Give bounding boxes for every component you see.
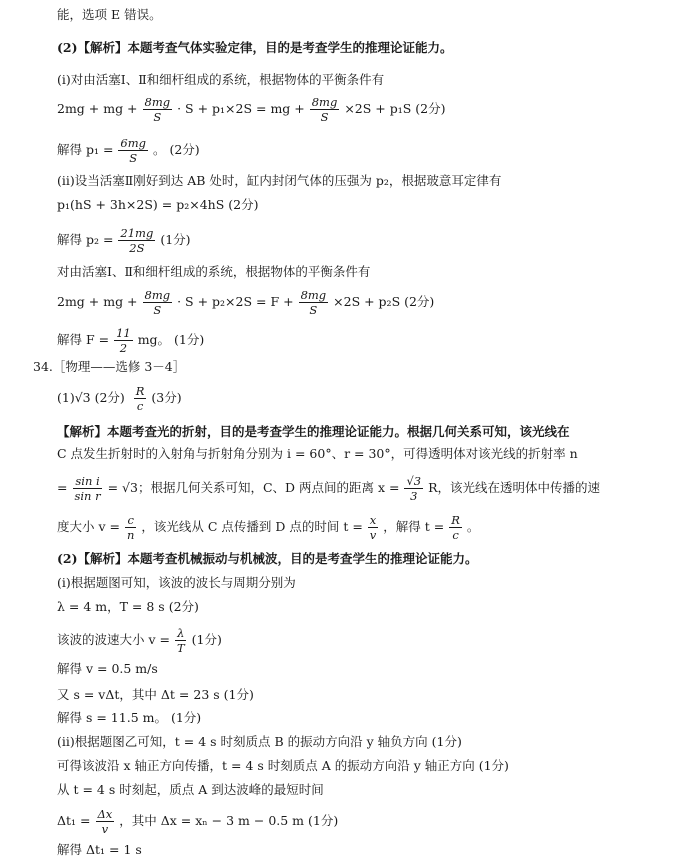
fraction: $\frac{x}{v}$ (369, 513, 377, 542)
equation-line: 2mg + mg + $\frac{8mg}{S}$ · S + p₁×2S = mg + $\frac{8mg}{S}$ ×2S + p₁S (2分) (57, 95, 446, 124)
section-heading: (2)【解析】本题考查机械振动与机械波，目的是考查学生的推理论证能力。 (57, 551, 478, 566)
fraction: $\frac{\Delta x}{v}$ (97, 807, 113, 836)
text-line: 可得该波沿 x 轴正方向传播，t = 4 s 时刻质点 A 的振动方向沿 y 轴正方向 (1分) (57, 758, 509, 773)
text-line: 能，选项 E 错误。 (57, 7, 162, 22)
text-line: (ⅱ)根据题图乙可知，t = 4 s 时刻质点 B 的振动方向沿 y 轴负方向 (1分) (57, 734, 462, 749)
fraction: $\frac{R}{c}$ (135, 384, 145, 413)
equation-line: p₁(hS + 3h×2S) = p₂×4hS (2分) (57, 197, 259, 212)
section-title: 34.［物理——选修 3－4］ (33, 359, 186, 374)
equation-line: 度大小 v = $\frac{c}{n}$ ，该光线从 C 点传播到 D 点的时间 t = $\frac{x}{v}$ ，解得 t = $\frac{R}{c}$ 。 (57, 513, 480, 542)
equation-line: 解得 v = 0.5 m/s (57, 661, 158, 676)
fraction: $\frac{6mg}{S}$ (120, 136, 147, 165)
fraction: $\frac{R}{c}$ (451, 513, 460, 542)
equation-line: = $\frac{\text{sin i}}{\text{sin r}}$ = √3；根据几何关系可知，C、D 两点间的距离 x = $\frac{√3}{3}$ R，该光线在透明体中传播的速 (57, 474, 601, 503)
equation-line: 解得 F = $\frac{11}{2}$ mg。 (1分) (57, 326, 205, 355)
text-line: C 点发生折射时的入射角与折射角分别为 i = 60°、r = 30°，可得透明体对该光线的折射率 n (57, 446, 578, 461)
fraction: $\frac{8mg}{S}$ (144, 95, 171, 124)
fraction: $\frac{21mg}{2S}$ (120, 226, 154, 255)
equation-line: 解得 Δt₁ = 1 s (57, 842, 142, 857)
text-line: 【解析】本题考查光的折射，目的是考查学生的推理论证能力。根据几何关系可知，该光线在 (57, 424, 570, 439)
fraction: $\frac{√3}{3}$ (406, 474, 422, 503)
equation-line: λ = 4 m，T = 8 s (2分) (57, 599, 199, 614)
equation-line: 该波的波速大小 v = $\frac{\lambda}{T}$ (1分) (57, 626, 222, 655)
equation-line: 解得 s = 11.5 m。 (1分) (57, 710, 202, 725)
fraction: $\frac{\lambda}{T}$ (176, 626, 185, 655)
fraction: $\frac{8mg}{S}$ (300, 288, 327, 317)
equation-line: 解得 p₁ = $\frac{6mg}{S}$ 。 (2分) (57, 136, 200, 165)
equation-line: 2mg + mg + $\frac{8mg}{S}$ · S + p₂×2S = F + $\frac{8mg}{S}$ ×2S + p₂S (2分) (57, 288, 435, 317)
fraction: $\frac{11}{2}$ (116, 326, 131, 355)
fraction: $\frac{c}{n}$ (126, 513, 135, 542)
fraction: $\frac{8mg}{S}$ (144, 288, 171, 317)
equation-line: Δt₁ = $\frac{\Delta x}{v}$ ，其中 Δx = xₙ − 3 m − 0.5 m (1分) (57, 807, 339, 836)
fraction: $\frac{\text{sin i}}{\text{sin r}}$ (74, 474, 101, 503)
section-heading: (2)【解析】本题考查气体实验定律，目的是考查学生的推理论证能力。 (57, 40, 453, 55)
equation-line: 解得 p₂ = $\frac{21mg}{2S}$ (1分) (57, 226, 191, 255)
text-line: 对由活塞Ⅰ、Ⅱ和细杆组成的系统，根据物体的平衡条件有 (57, 264, 371, 279)
text-line: (ⅰ)根据题图可知，该波的波长与周期分别为 (57, 575, 296, 590)
text-line: 从 t = 4 s 时刻起，质点 A 到达波峰的最短时间 (57, 782, 324, 797)
text-line: (ⅰ)对由活塞Ⅰ、Ⅱ和细杆组成的系统，根据物体的平衡条件有 (57, 72, 385, 87)
equation-line: 又 s = vΔt，其中 Δt = 23 s (1分) (57, 687, 254, 702)
text-line: (ⅱ)设当活塞Ⅱ刚好到达 AB 处时，缸内封闭气体的压强为 p₂，根据玻意耳定律有 (57, 173, 502, 188)
fraction: $\frac{8mg}{S}$ (311, 95, 338, 124)
answer-line: (1)√3 (2分) $\frac{R}{c}$ (3分) (57, 384, 182, 413)
